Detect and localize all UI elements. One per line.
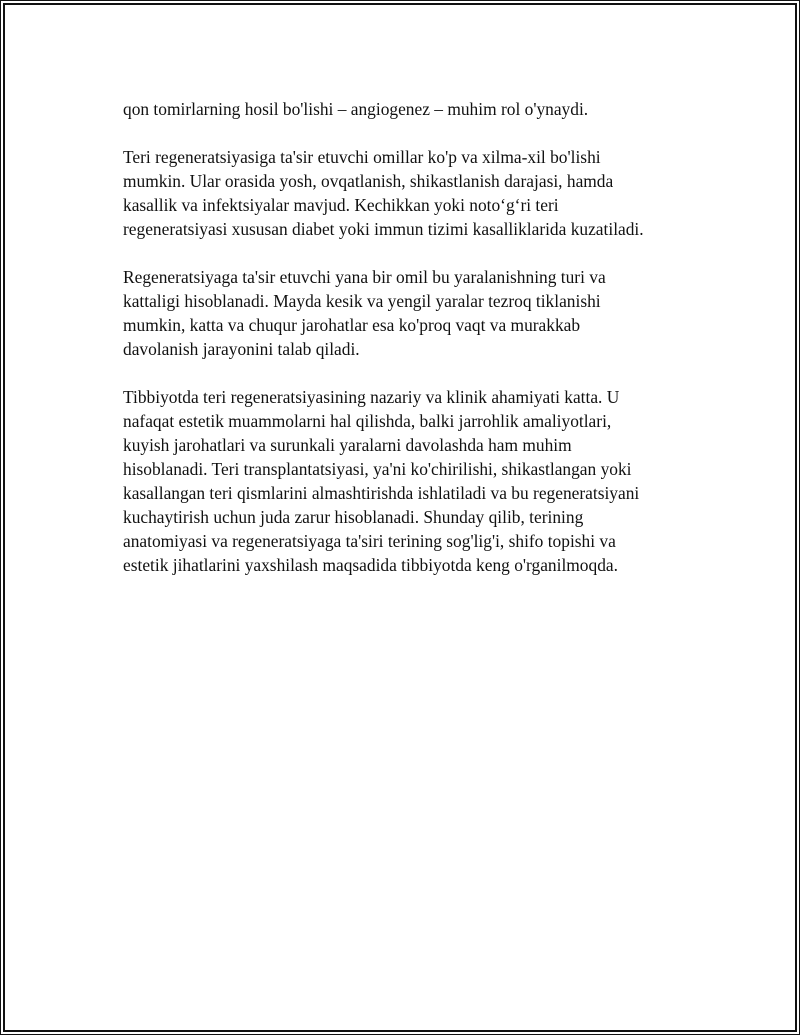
paragraph-line: estetik jihatlarini yaxshilash maqsadida tibbiyotda keng o'rganilmoqda. (123, 555, 618, 575)
paragraph-line: kattaligi hisoblanadi. Mayda kesik va yengil yaralar tezroq tiklanishi (123, 291, 601, 311)
paragraph-line: kasallik va infektsiyalar mavjud. Kechikkan yoki noto‘g‘ri teri (123, 195, 559, 215)
paragraph-line: Tibbiyotda teri regeneratsiyasining nazariy va klinik ahamiyati katta. U (123, 387, 620, 407)
paragraph-line: nafaqat estetik muammolarni hal qilishda, balki jarrohlik amaliyotlari, (123, 411, 612, 431)
document-body (123, 97, 703, 601)
paragraph-line: anatomiyasi va regeneratsiyaga ta'siri terining sog'lig'i, shifo topishi va (123, 531, 616, 551)
paragraph-line: mumkin, katta va chuqur jarohatlar esa ko'proq vaqt va murakkab (123, 315, 581, 335)
paragraph-line: kasallangan teri qismlarini almashtirishda ishlatiladi va bu regeneratsiyani (123, 483, 640, 503)
page-frame (3, 3, 797, 1032)
paragraph-line: kuchaytirish uchun juda zarur hisoblanadi. Shunday qilib, terining (123, 507, 584, 527)
paragraph-4 (123, 385, 703, 577)
paragraph-line: regeneratsiyasi xususan diabet yoki immun tizimi kasalliklarida kuzatiladi. (123, 219, 644, 239)
paragraph-line: davolanish jarayonini talab qiladi. (123, 339, 360, 359)
paragraph-line: hisoblanadi. Teri transplantatsiyasi, ya'ni ko'chirilishi, shikastlangan yoki (123, 459, 632, 479)
paragraph-line: mumkin. Ular orasida yosh, ovqatlanish, shikastlanish darajasi, hamda (123, 171, 614, 191)
paragraph-1 (123, 97, 703, 121)
paragraph-line: kuyish jarohatlari va surunkali yaralarni davolashda ham muhim (123, 435, 572, 455)
paragraph-3 (123, 265, 703, 361)
paragraph-line: Regeneratsiyaga ta'sir etuvchi yana bir omil bu yaralanishning turi va (123, 267, 606, 287)
paragraph-2 (123, 145, 703, 241)
paragraph-line: qon tomirlarning hosil bo'lishi – angiogenez – muhim rol o'ynaydi. (123, 99, 589, 119)
paragraph-line: Teri regeneratsiyasiga ta'sir etuvchi omillar ko'p va xilma-xil bo'lishi (123, 147, 601, 167)
